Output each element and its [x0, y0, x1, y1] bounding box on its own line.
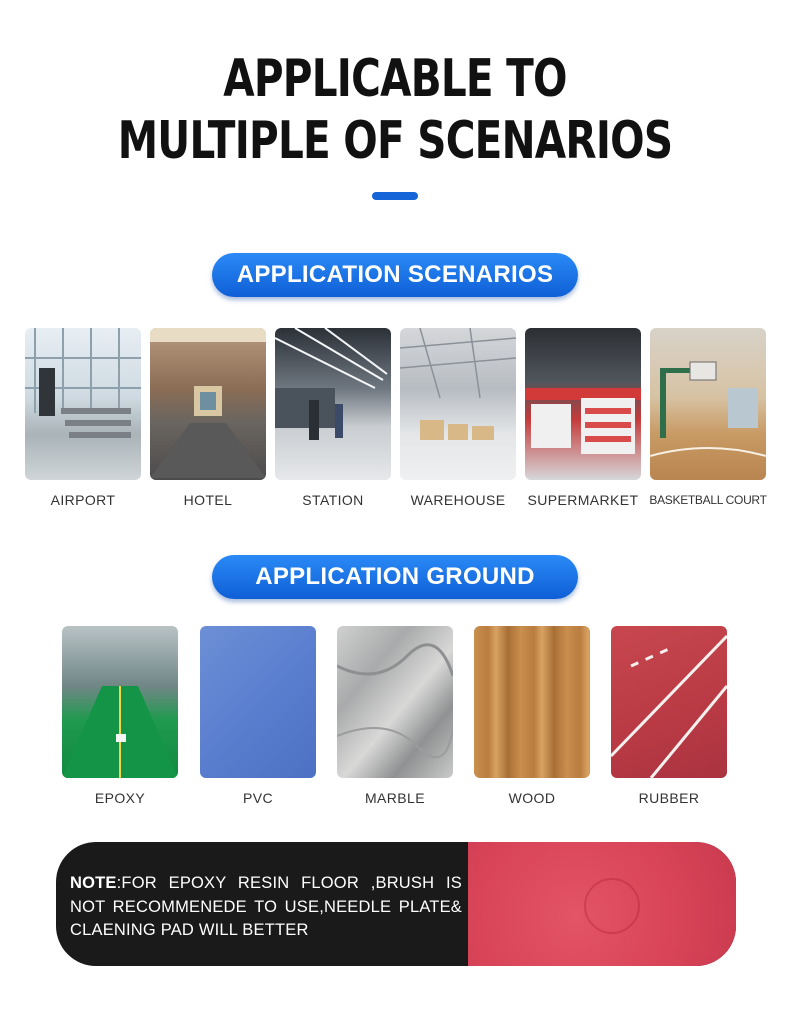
marble-swatch	[337, 626, 453, 778]
ground-label-epoxy: EPOXY	[94, 790, 146, 806]
scenario-label-warehouse: WAREHOUSE	[410, 492, 506, 508]
ground-label-pvc: PVC	[243, 790, 273, 806]
ground-label-marble: MARBLE	[365, 790, 425, 806]
warehouse-image	[400, 328, 516, 480]
pvc-swatch	[200, 626, 316, 778]
page-headline	[87, 48, 703, 172]
scenario-label-basketball-court: BASKETBALL COURT	[649, 493, 767, 507]
station-image	[275, 328, 391, 480]
airport-image	[25, 328, 141, 480]
accent-bar	[372, 192, 418, 200]
ground-label-rubber: RUBBER	[638, 790, 700, 806]
scenario-label-supermarket: SUPERMARKET	[527, 492, 639, 508]
epoxy-swatch	[62, 626, 178, 778]
headline-line-1: APPLICABLE TO	[223, 49, 567, 109]
basketball-court-image	[650, 328, 766, 480]
supermarket-image	[525, 328, 641, 480]
note-banner	[56, 842, 736, 966]
hotel-image	[150, 328, 266, 480]
note-text	[70, 872, 462, 943]
pad-center-ring	[584, 878, 640, 934]
note-body: :FOR EPOXY RESIN FLOOR ,BRUSH IS NOT RECOMMENEDE TO USE,NEEDLE PLATE& CLAENING PAD WILL BETTER	[70, 874, 462, 939]
scenario-label-hotel: HOTEL	[183, 492, 233, 508]
headline-line-2: MULTIPLE OF SCENARIOS	[117, 111, 673, 171]
ground-section-title: APPLICATION GROUND	[212, 555, 578, 599]
cleaning-pad-image	[468, 842, 736, 966]
rubber-swatch	[611, 626, 727, 778]
scenarios-section-title: APPLICATION SCENARIOS	[212, 253, 578, 297]
scenario-label-station: STATION	[302, 492, 364, 508]
note-lead: NOTE	[70, 874, 117, 892]
scenario-label-airport: AIRPORT	[50, 492, 116, 508]
wood-swatch	[474, 626, 590, 778]
ground-label-wood: WOOD	[508, 790, 556, 806]
